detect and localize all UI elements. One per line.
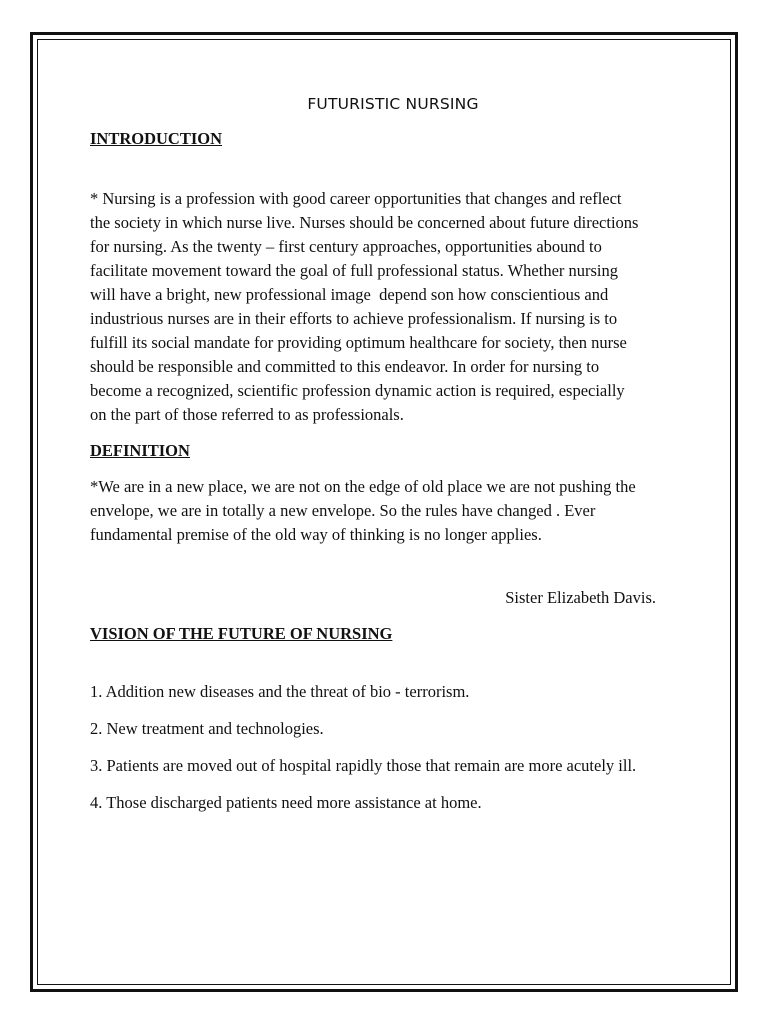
introduction-line: for nursing. As the twenty – first century approaches, opportunities abound to (90, 237, 602, 256)
list-item: 2. New treatment and technologies. (90, 719, 324, 738)
definition-line: envelope, we are in totally a new envelope. So the rules have changed . Ever (90, 501, 596, 520)
introduction-heading: INTRODUCTION (90, 129, 223, 148)
list-item: 4. Those discharged patients need more assistance at home. (90, 793, 482, 812)
introduction-line: industrious nurses are in their efforts to achieve professionalism. If nursing is to (90, 309, 618, 328)
introduction-line: * Nursing is a profession with good career opportunities that changes and reflect (90, 189, 622, 208)
list-item: 1. Addition new diseases and the threat of bio - terrorism. (90, 682, 470, 701)
definition-line: *We are in a new place, we are not on the edge of old place we are not pushing the (90, 477, 636, 496)
introduction-line: will have a bright, new professional image depend son how conscientious and (90, 285, 609, 304)
introduction-line: should be responsible and committed to this endeavor. In order for nursing to (90, 357, 600, 376)
list-item: 3. Patients are moved out of hospital rapidly those that remain are more acutely ill. (90, 756, 637, 775)
introduction-line: fulfill its social mandate for providing optimum healthcare for society, then nurse (90, 333, 627, 352)
introduction-line: facilitate movement toward the goal of full professional status. Whether nursing (90, 261, 619, 280)
definition-line: fundamental premise of the old way of thinking is no longer applies. (90, 525, 542, 544)
introduction-line: on the part of those referred to as professionals. (90, 405, 404, 424)
quote-attribution: Sister Elizabeth Davis. (505, 588, 656, 607)
vision-list (90, 680, 690, 815)
introduction-line: become a recognized, scientific profession dynamic action is required, especially (90, 381, 625, 400)
introduction-line: the society in which nurse live. Nurses should be concerned about future directions (90, 213, 639, 232)
introduction-paragraph (90, 187, 690, 427)
document-title: FUTURISTIC NURSING (307, 95, 479, 113)
definition-paragraph (90, 475, 690, 547)
definition-heading: DEFINITION (90, 441, 190, 460)
document-body (90, 90, 690, 828)
vision-heading: VISION OF THE FUTURE OF NURSING (90, 624, 393, 643)
